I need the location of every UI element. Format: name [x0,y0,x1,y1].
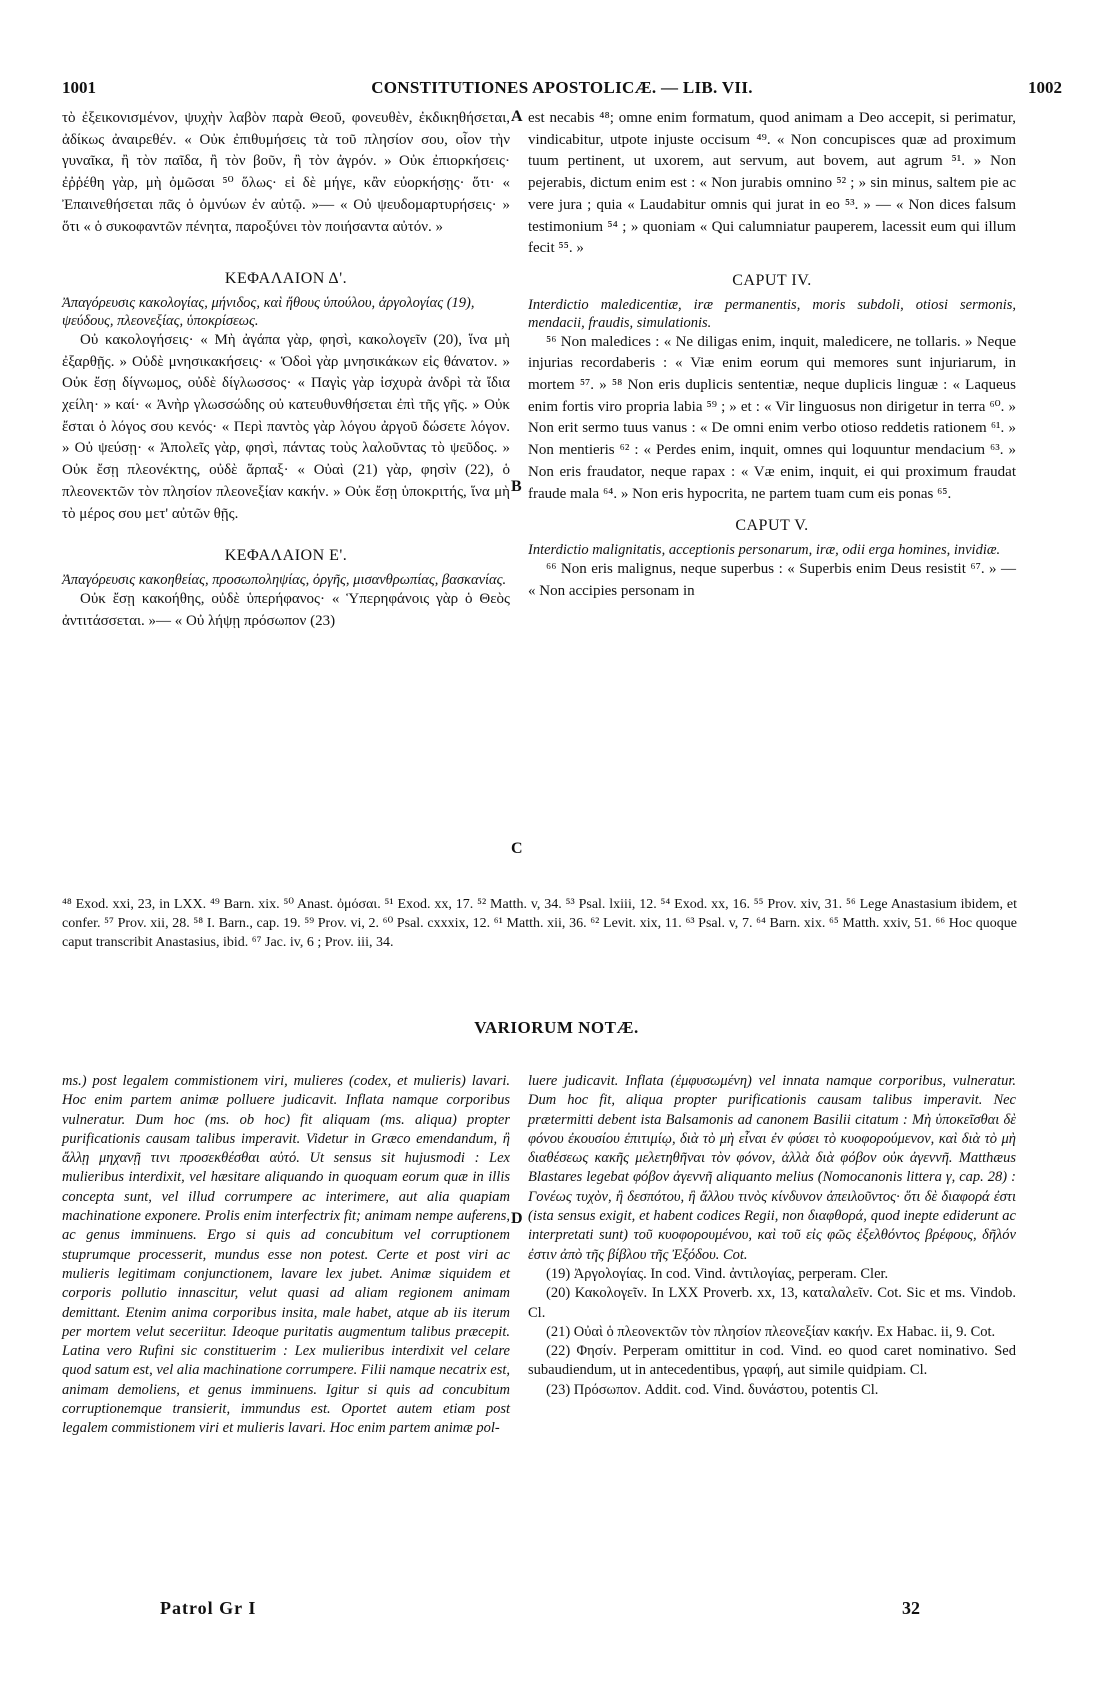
notes-left-column [62,1072,510,1439]
footnote-references [62,895,1017,952]
latin-caput4-text: ⁵⁶ Non maledices : « Ne diligas enim, inquit, maledicere, ne tollaris. » Neque injurias recordaberis : « Viæ enim eorum qui memores sunt injuriarum, in mortem ⁵⁷. » ⁵⁸ Non eris duplicis sententiæ, neque duplicis linguæ : « Laqueus enim fortis viro propria labia ⁵⁹ ; » et : « Vir linguosus non dirigetur in terra ⁶⁰. » Non erit sermo tuus vanus : « De omni enim verbo otioso reddetis rationem ⁶¹. » Non mentieris ⁶² : « Perdes enim, inquit, omnes qui loquuntur mendacium ⁶³. » Non eris fraudator, neque rapax : « Væ enim, inquit, ei qui proximum fraudat fraude mala ⁶⁴. » Non eris hypocrita, ne partem tuam cum eis ponas ⁶⁵. [528,333,1016,502]
margin-letter-d: D [511,1210,523,1227]
margin-letter-b: B [511,478,522,495]
greek-caput4-heading: ΚΕΦΑΛΑΙΟΝ Δ'. [224,270,348,288]
latin-intro: est necabis ⁴⁸; omne enim formatum, quod animam a Deo accepit, si perimatur, vindicabitur, utpote injuste occisum ⁴⁹. « Non concupisces quæ ad proximum tuum pertinent, ut uxorem, aut servum, aut bovem, aut agrum ⁵¹. » Non pejerabis, dictum enim est : « Non jurabis omnino ⁵² ; » sin minus, saltem pie ac vere jura ; quia « Laudabitur omnis qui jurat in eo ⁵³. » — « Non dices falsum testimonium ⁵⁴ ; » quoniam « Qui calumniatur pauperem, lacessit eum qui illum fecit ⁵⁵. » [528,110,1016,257]
note-22: (22) Φησίν. Perperam omittitur in cod. Vind. eo quod caret nominativo. Sed subaudiendum, ut in antecedentibus, γραφή, aut simile quidpiam. Cl. [528,1343,1016,1379]
note-21: (21) Οὐαὶ ὁ πλεονεκτῶν τὸν πλησίον πλεονεξίαν κακήν. Ex Habac. ii, 9. Cot. [546,1323,996,1340]
page-header [62,78,1062,104]
margin-letter-c: C [511,840,523,857]
margin-letter-a: A [511,108,523,125]
latin-column [528,108,1016,602]
latin-caput5-heading: CAPUT V. [735,517,809,535]
references-text: ⁴⁸ Exod. xxi, 23, in LXX. ⁴⁹ Barn. xix. ⁵⁰ Anast. ὀμόσαι. ⁵¹ Exod. xx, 17. ⁵² Matth. v, 34. ⁵³ Psal. lxiii, 12. ⁵⁴ Exod. xx, 16. ⁵⁵ Prov. xiv, 31. ⁵⁶ Lege Anastasium ibidem, et confer. ⁵⁷ Prov. xii, 28. ⁵⁸ I. Barn., cap. 19. ⁵⁹ Prov. vi, 2. ⁶⁰ Psal. cxxxix, 12. ⁶¹ Matth. xii, 36. ⁶² Levit. xix, 11. ⁶³ Psal. v, 7. ⁶⁴ Barn. xix. ⁶⁵ Matth. xxiv, 51. ⁶⁶ Hoc quoque caput transcribit Anastasius, ibid. ⁶⁷ Jac. iv, 6 ; Prov. iii, 34. [62,897,1017,950]
latin-caput4-summary: Interdictio maledicentiæ, iræ permanentis, moris subdoli, otiosi sermonis, mendacii, fraudis, simulationis. [528,296,1016,331]
greek-caput4-summary: Ἀπαγόρευσις κακολογίας, μήνιδος, καὶ ἤθους ὑπούλου, ἀργολογίας (19), ψεύδους, πλεονεξίας, ὑποκρίσεως. [62,294,475,329]
footer-signature: Patrol Gr I [160,1598,257,1618]
greek-caput4-text: Οὐ κακολογήσεις· « Μὴ ἀγάπα γὰρ, φησὶ, κακολογεῖν (20), ἵνα μὴ ἐξαρθῇς. » Οὐδὲ μνησικακήσεις· « Ὁδοὶ γὰρ μνησικάκων εἰς θάνατον. » Οὐκ ἔσῃ δίγνωμος, οὐδὲ δίγλωσσος· « Παγὶς γὰρ ἰσχυρὰ ἀνδρὶ τὰ ἴδια χείλη· » καί· « Ἀνὴρ γλωσσώδης οὐ κατευθυνθήσεται ἐπὶ τῆς γῆς. » Οὐκ ἔσται ὁ λόγος σου κενός· « Περὶ παντὸς γὰρ λόγου ἀργοῦ δώσετε λόγον. » Οὐ ψεύσῃ· « Ἀπολεῖς γὰρ, φησὶ, πάντας τοὺς λαλοῦντας τὸ ψεῦδος. » Οὐκ ἔσῃ πλεονέκτης, οὐδὲ ἅρπαξ· « Οὐαὶ (21) γὰρ, φησὶν (22), ὁ πλεονεκτῶν τὸν πλησίον πλεονεξίαν κακήν. » Οὐκ ἔσῃ ὑποκριτής, ἵνα μὴ τὸ μέρος σου μετ' αὐτῶν θῇς. [62,331,510,522]
running-title: CONSTITUTIONES APOSTOLICÆ. — LIB. VII. [371,78,753,97]
greek-column [62,108,510,632]
variorum-notes-title: VARIORUM NOTÆ. [474,1018,639,1037]
page-number-left: 1001 [62,78,96,97]
note-19: (19) Ἀργολογίας. In cod. Vind. ἀντιλογίας, perperam. Cler. [546,1265,889,1282]
latin-caput5-summary: Interdictio malignitatis, acceptionis personarum, iræ, odii erga homines, invidiæ. [528,541,1001,558]
latin-caput5-text: ⁶⁶ Non eris malignus, neque superbus : « Superbis enim Deus resistit ⁶⁷. » — « Non accipies personam in [528,560,1016,599]
notes-right-column [528,1072,1016,1400]
latin-caput4-heading: CAPUT IV. [732,271,812,289]
greek-caput5-text: Οὐκ ἔσῃ κακοήθης, οὐδὲ ὑπερήφανος· « Ὑπερηφάνοις γὰρ ὁ Θεὸς ἀντιτάσσεται. »— « Οὐ λήψῃ πρόσωπον (23) [62,590,510,629]
greek-caput5-heading: ΚΕΦΑΛΑΙΟΝ Ε'. [224,547,348,565]
notes-left-text: ms.) post legalem commistionem viri, mulieres (codex, et mulieris) lavari. Hoc enim partem animæ polluere judicavit. Inflata namque corporibus vulneratur. Dum hoc (ms. ob hoc) fit aliquam (ms. aliqua) propter purificationis causam talibus imperavit. Videtur in Græco emendandum, ἢ ἄλλῃ μηχανῇ τινι προσεκθέσθαι αὐτό. Ut sensus sit hujusmodi : Lex mulieribus interdixit, vel hæsitare aliquando in quoquam eorum quæ in illis concepta sunt, vel illud corrumpere ac interimere, aut alia quapiam machinatione exponere. Prolis enim interfectrix fit; animam nempe auferens, ac genus imminuens. Ergo si quis ad concubitum vel corruptionem stuprumque processerit, mundus esse non potest. Certe et post viri ac mulieris legitimam conjunctionem, lavare lex jubet. Animæ siquidem et corporis pollutio innascitur, velut quasi ad aliam regionem animam demittant. Etenim anima corporibus insita, male habet, atque ab iis iterum per mortem velut seceriitur. Ideoque puritatis augmentum talibus præcepit. Latina vero Rufini sic constituerim : Lex mulieribus interdixit vel celare quod satum est, vel alia machinatione corrumpere. Filii namque necatrix est, animam demoliens, et genus imminuens. Igitur si quis ad concubitum corruptionemque transierit, immundus est. Oportet autem etiam post legalem commistionem viri et mulieris lavari. Hoc enim partem animæ pol- [62,1073,510,1437]
note-23: (23) Πρόσωπον. Addit. cod. Vind. δυνάστου, potentis Cl. [546,1381,879,1398]
greek-caput5-summary: Ἀπαγόρευσις κακοηθείας, προσωποληψίας, ὀργῆς, μισανθρωπίας, βασκανίας. [62,571,507,588]
greek-intro: τὸ ἐξεικονισμένον, ψυχὴν λαβὸν παρὰ Θεοῦ, φονευθὲν, ἐκδικηθήσεται, ἀδίκως ἀναιρεθέν. « Οὐκ ἐπιθυμήσεις τὰ τοῦ πλησίον σου, οἷον τὴν γυναῖκα, ἢ τὸν παῖδα, ἢ τὸν βοῦν, ἢ τὸν ἀγρόν. » Οὐκ ἐπιορκήσεις· ἐῤῥέθη γὰρ, μὴ ὀμῶσαι ⁵⁰ ὅλως· εἰ δὲ μήγε, κἂν εὐορκήσῃς· ὅτι· « Ἐπαινεθήσεται πᾶς ὁ ὀμνύων ἐν αὐτῷ. »— « Οὐ ψευδομαρτυρήσεις· » ὅτι « ὁ συκοφαντῶν πένητα, παροξύνει τὸν ποιήσαντα αὐτόν. » [62,110,510,235]
notes-right-continuation: luere judicavit. Inflata (ἐμφυσωμένη) vel innata namque corporibus, vulneratur. Dum hoc fit, aliqua propter purificationis causam talibus imperavit. Nec prætermitti debent ista Balsamonis ad canonem Basilii citatum : Μὴ ὑποκεῖσθαι δὲ φόνου ἐκουσίου ἐπιτιμίῳ, διὰ τὸ μὴ εἶναι ἐν φύσει τὸ κυοφορούμενον, καὶ διὰ τὸ μὴ διαθέσεως κακῆς μελετηθῆναι τὸν φόνον, ἀλλὰ διὰ φόβον οὐκ ἀγεννῆ. Matthæus Blastares legebat φόβον ἀγεννῆ aliquanto melius (Nomocanonis littera γ, cap. 28) : Γονέως τυχὸν, ἢ δεσπότου, ἢ ἄλλου τινὸς κίνδυνον ἀπειλοῦντος· ὅτι δὲ διαφορά ἐστι (ista sensus exigit, et habent codices Regii, non διαφθορά, quod inepte ediderunt ac interpretati sunt) τοῦ κυοφορουμένου, καὶ τοῦ εἰς φῶς ἐξελθόντος βρέφους, δῆλόν ἐστιν ἀπὸ τῆς βίβλου τῆς Ἐξόδου. Cot. [528,1073,1016,1263]
page-number-right: 1002 [1028,78,1062,97]
note-20: (20) Κακολογεῖν. In LXX Proverb. xx, 13, καταλαλεῖν. Cot. Sic et ms. Vindob. Cl. [528,1285,1016,1321]
footer-sheet-number: 32 [902,1598,920,1618]
